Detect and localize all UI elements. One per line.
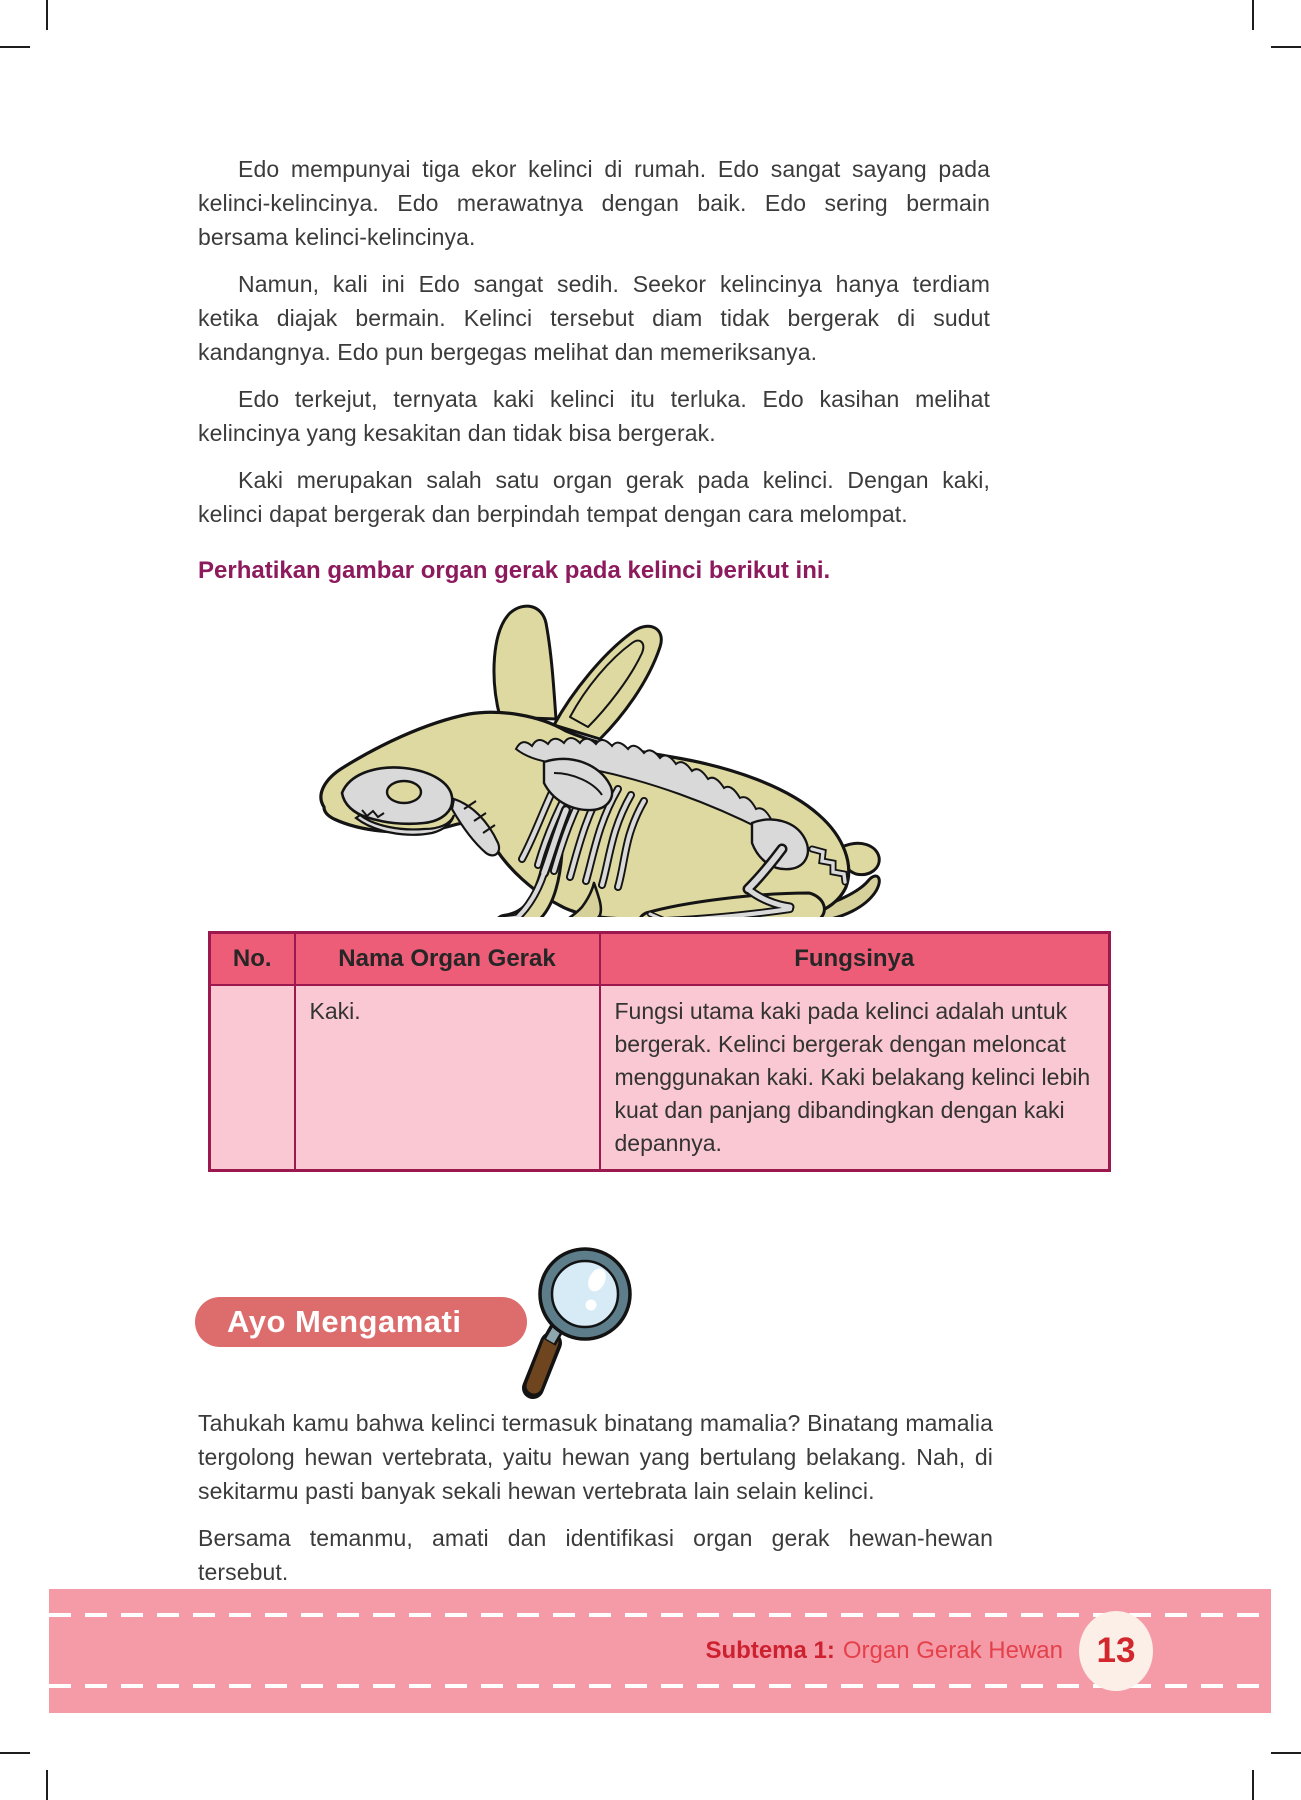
- crop-mark: [1271, 46, 1301, 48]
- crop-mark: [0, 46, 30, 48]
- page-content: [198, 152, 1091, 1172]
- cell-organ: Kaki.: [295, 985, 600, 1171]
- crop-mark: [1252, 1770, 1254, 1800]
- bottom-paragraph: Tahukah kamu bahwa kelinci termasuk binatang mamalia? Binatang mamalia tergolong hewan vertebrata, yaitu hewan yang bertulang belakang. Nah, di sekitarmu pasti banyak sekali hewan vertebrata lain selain kelinci.: [198, 1410, 993, 1504]
- table-header-organ: Nama Organ Gerak: [295, 933, 600, 986]
- footer-banner: [49, 1589, 1271, 1713]
- table-header-row: [210, 933, 1110, 986]
- crop-mark: [1271, 1752, 1301, 1754]
- table-row: [210, 985, 1110, 1171]
- crop-mark: [46, 0, 48, 30]
- organ-gerak-table: [208, 931, 1111, 1172]
- footer-subtema-title: Organ Gerak Hewan: [842, 1637, 1063, 1664]
- story-paragraph: Edo terkejut, ternyata kaki kelinci itu terluka. Edo kasihan melihat kelincinya yang kesakitan dan tidak bisa bergerak.: [198, 386, 990, 446]
- bottom-text-block: [198, 1406, 993, 1602]
- magnifying-glass-icon: [521, 1242, 645, 1404]
- table-header-no: No.: [210, 933, 295, 986]
- figure-heading: Perhatikan gambar organ gerak pada kelinci berikut ini.: [198, 557, 831, 584]
- cell-fungsi: Fungsi utama kaki pada kelinci adalah untuk bergerak. Kelinci bergerak dengan meloncat menggunakan kaki. Kaki belakang kelinci lebih kuat dan panjang dibandingkan dengan kaki depannya.: [600, 985, 1110, 1171]
- footer-content: [706, 1611, 1153, 1691]
- crop-mark: [0, 1752, 30, 1754]
- page-number-circle: [1079, 1611, 1153, 1691]
- story-paragraph: Edo mempunyai tiga ekor kelinci di rumah. Edo sangat sayang pada kelinci-kelincinya. Edo merawatnya dengan baik. Edo sering bermain bersama kelinci-kelincinya.: [198, 156, 990, 250]
- table-header-fungsi: Fungsinya: [600, 933, 1110, 986]
- footer-subtema-label: Subtema 1:: [705, 1637, 835, 1664]
- activity-badge-label: Ayo Mengamati: [227, 1304, 462, 1339]
- crop-mark: [1252, 0, 1254, 30]
- footer-subtema: [706, 1637, 1063, 1665]
- cell-no: [210, 985, 295, 1171]
- story-paragraph: Kaki merupakan salah satu organ gerak pada kelinci. Dengan kaki, kelinci dapat bergerak dan berpindah tempat dengan cara melompat.: [198, 467, 990, 527]
- rabbit-skeleton-illustration-icon: [304, 597, 884, 917]
- crop-mark: [46, 1770, 48, 1800]
- activity-badge: [195, 1297, 527, 1347]
- rabbit-skeleton-figure: [198, 597, 990, 917]
- story-paragraph: Namun, kali ini Edo sangat sedih. Seekor kelincinya hanya terdiam ketika diajak bermain. Kelinci tersebut diam tidak bergerak di sudut kandangnya. Edo pun bergegas melihat dan memeriksanya.: [198, 271, 990, 365]
- bottom-paragraph: Bersama temanmu, amati dan identifikasi organ gerak hewan-hewan tersebut.: [198, 1525, 993, 1585]
- page-number: 13: [1096, 1631, 1136, 1670]
